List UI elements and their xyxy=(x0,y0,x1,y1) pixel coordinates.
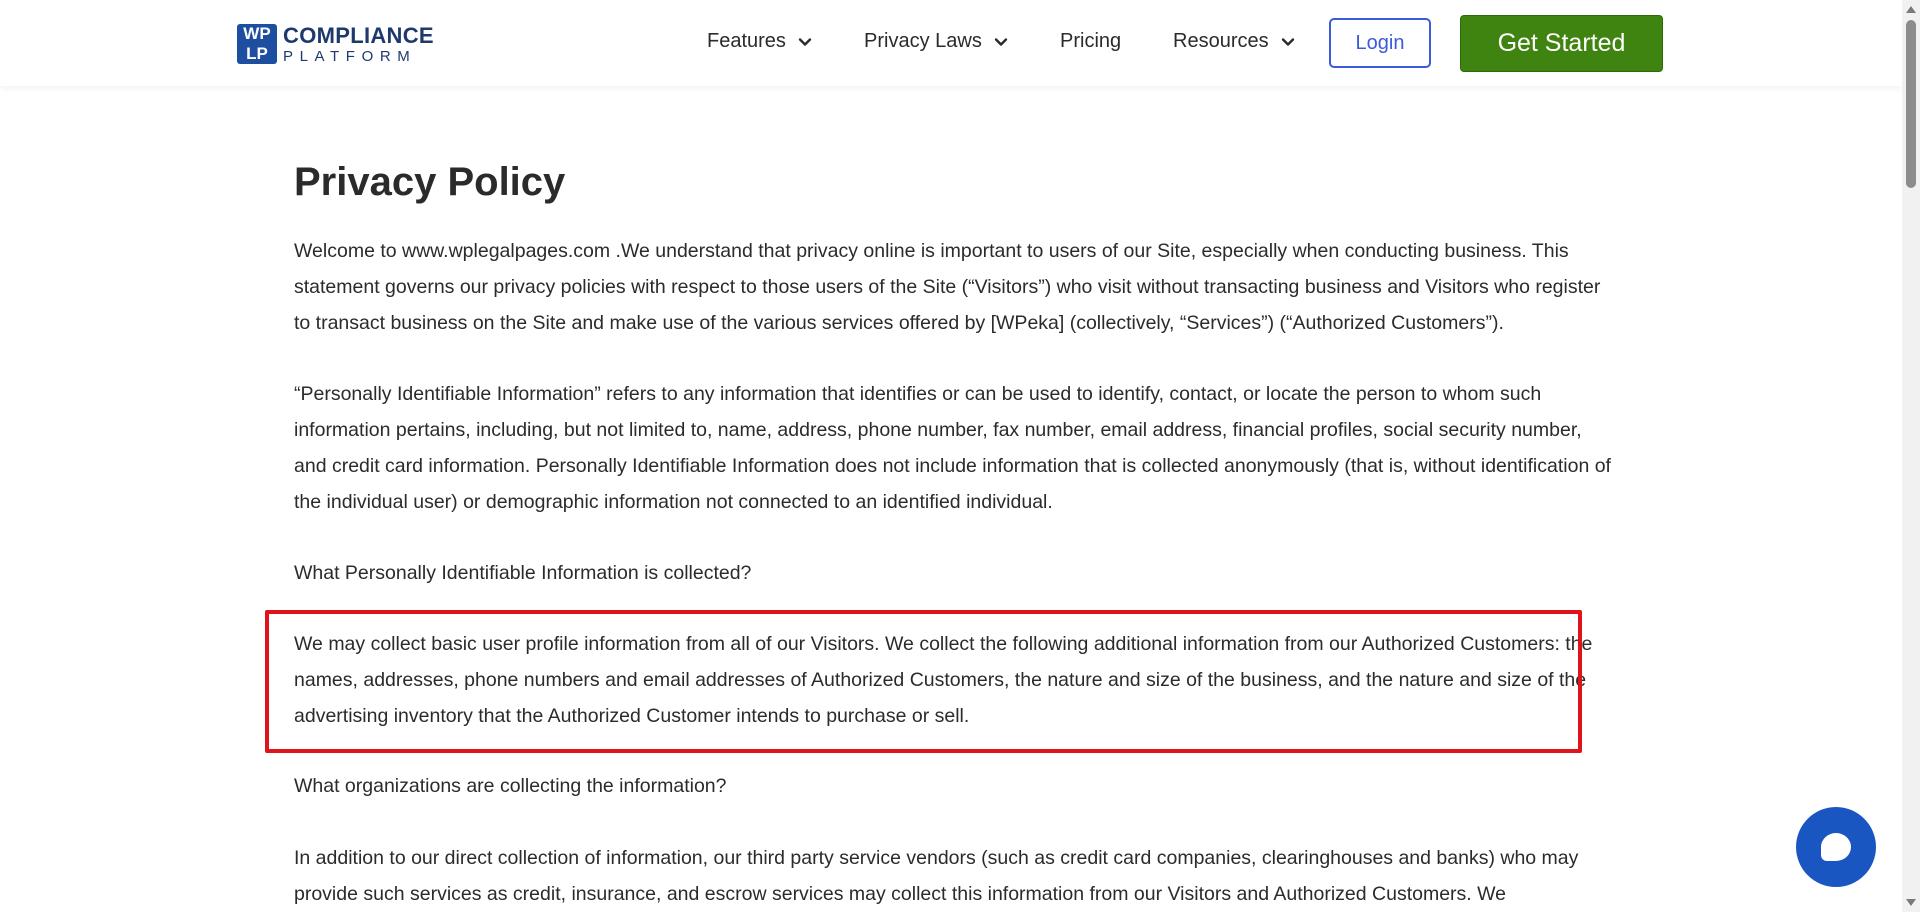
nav-item-pricing[interactable] xyxy=(1060,30,1121,53)
nav-item-resources[interactable] xyxy=(1173,30,1295,53)
chevron-down-icon xyxy=(798,35,812,49)
logo-mark-top: WP xyxy=(243,24,271,43)
nav-label: Pricing xyxy=(1060,30,1122,52)
paragraph-welcome: Welcome to www.wplegalpages.com .We understand that privacy online is important to users of our Site, especially when conducting business. This statement governs our privacy policies with respect to those users of the Site (“Visitors”) who visit without transacting business and Visitors who register to transact business on the Site and make use of the various services offered by [WPeka] (collectively, “Services”) (“Authorized Customers”). xyxy=(294,240,1601,334)
page-scrollbar[interactable] xyxy=(1902,0,1920,912)
nav-label: Resources xyxy=(1173,30,1269,52)
main-nav xyxy=(0,0,1902,86)
chat-button[interactable] xyxy=(1796,807,1876,887)
nav-label: Features xyxy=(707,30,786,52)
page-title: Privacy Policy xyxy=(294,160,566,204)
paragraph-collection-details: We may collect basic user profile information from all of our Visitors. We collect the following additional information from our Authorized Customers: the names, addresses, phone numbers and email addresses of Authorized Customers, the nature and size of the business, and the nature and size of the advertising inventory that the Authorized Customer intends to purchase or sell. xyxy=(294,633,1593,727)
scroll-thumb[interactable] xyxy=(1906,20,1916,188)
nav-item-features[interactable] xyxy=(707,30,812,53)
highlight-box xyxy=(265,610,1582,753)
logo-line2: PLATFORM xyxy=(283,47,417,65)
heading-organizations: What organizations are collecting the information? xyxy=(294,775,727,797)
paragraph-third-party: In addition to our direct collection of information, our third party service vendors (such as credit card companies, clearinghouses and banks) who may provide such services as credit, insurance, and escrow services may collect this information from our Visitors and Authorized Customers. We xyxy=(294,847,1579,905)
paragraph-pii-definition: “Personally Identifiable Information” refers to any information that identifies or can be used to identify, contact, or locate the person to whom such information pertains, including, but not limited to, name, address, phone number, fax number, email address, financial profiles, social security number, and credit card information. Personally Identifiable Information does not include information that is collected anonymously (that is, without identification of the individual user) or demographic information not connected to an identified individual. xyxy=(294,383,1611,513)
chevron-down-icon xyxy=(1281,35,1295,49)
login-button[interactable]: Login xyxy=(1329,18,1431,68)
site-header xyxy=(0,0,1902,86)
heading-pii-collected: What Personally Identifiable Information is collected? xyxy=(294,562,752,584)
nav-label: Privacy Laws xyxy=(864,30,982,52)
chat-bubble-icon xyxy=(1821,833,1851,861)
logo-mark-bottom: LP xyxy=(246,44,268,63)
nav-item-privacy-laws[interactable] xyxy=(864,30,1008,53)
logo-line1: COMPLIANCE xyxy=(283,22,434,48)
get-started-button[interactable]: Get Started xyxy=(1460,15,1663,72)
scroll-up-icon[interactable] xyxy=(1906,6,1916,13)
scroll-down-icon[interactable] xyxy=(1906,899,1916,906)
chevron-down-icon xyxy=(994,35,1008,49)
